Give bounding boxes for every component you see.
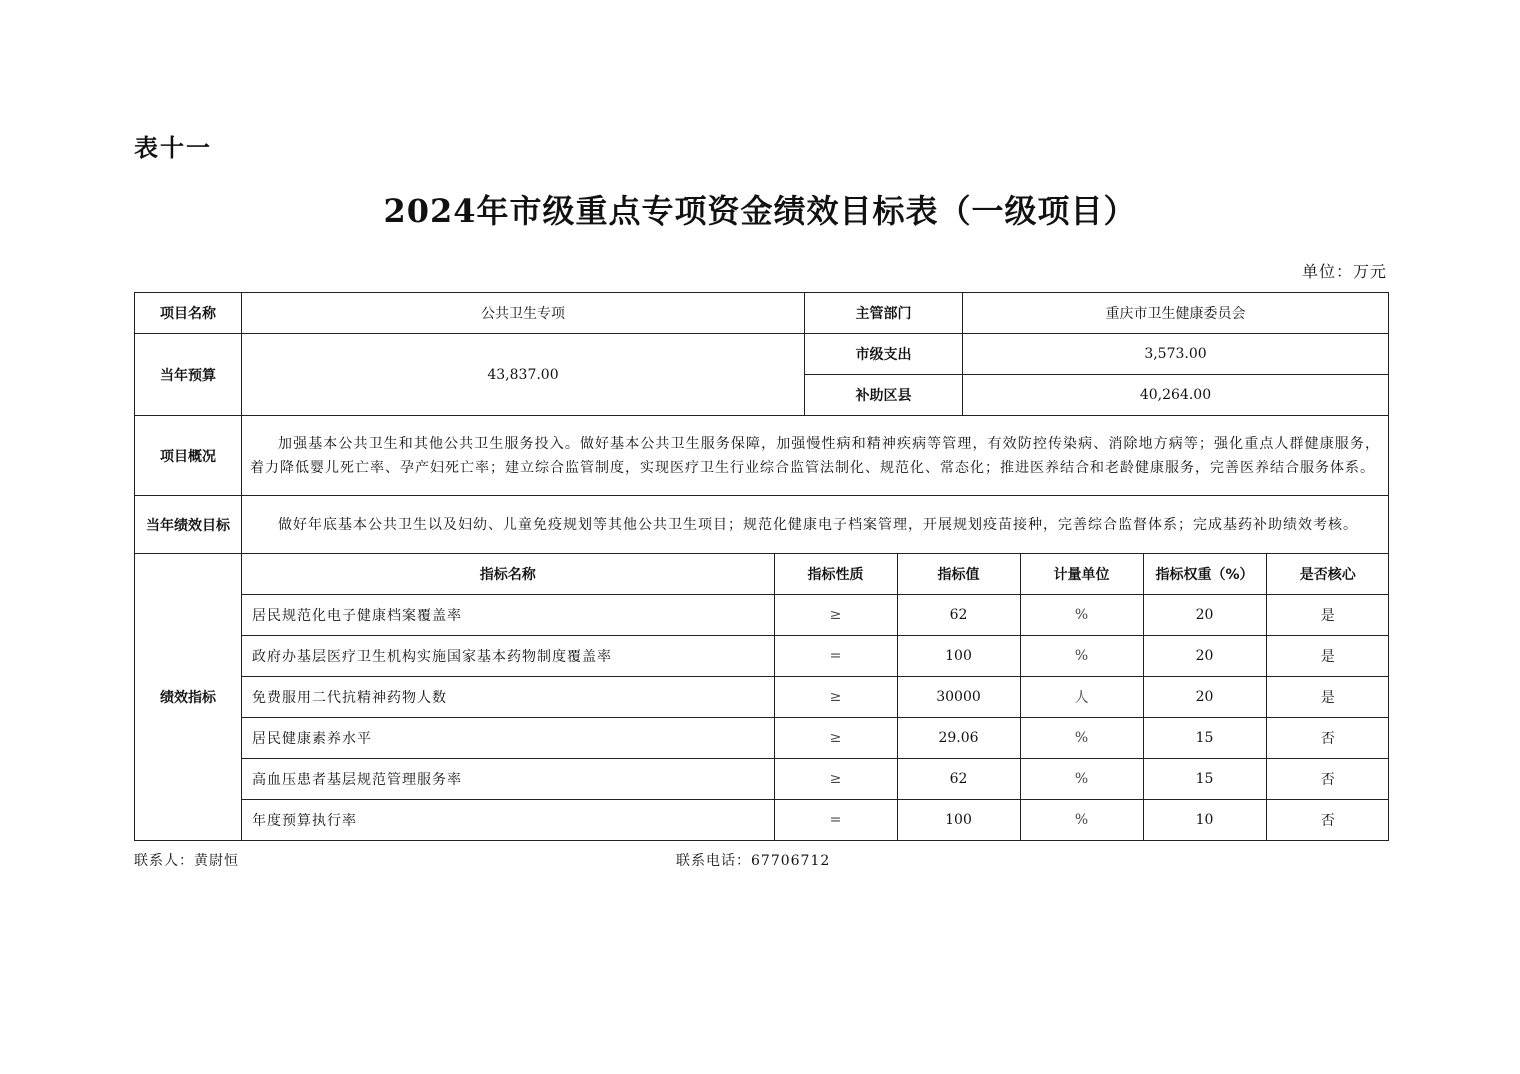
indicator-nature: = xyxy=(774,800,897,841)
header-indicator-name: 指标名称 xyxy=(242,554,774,595)
indicator-core: 否 xyxy=(1266,718,1389,759)
dept-label: 主管部门 xyxy=(805,293,963,334)
indicator-nature: ≥ xyxy=(774,677,897,718)
indicator-value: 100 xyxy=(897,636,1020,677)
city-expense-label: 市级支出 xyxy=(805,334,963,375)
contact-phone: 联系电话：67706712 xyxy=(676,853,831,869)
indicator-unit: % xyxy=(1020,759,1143,800)
budget-value: 43,837.00 xyxy=(242,334,805,416)
project-name-label: 项目名称 xyxy=(135,293,242,334)
indicator-name: 居民规范化电子健康档案覆盖率 xyxy=(242,595,774,636)
indicator-weight: 20 xyxy=(1143,595,1266,636)
indicators-header-row xyxy=(242,554,1389,595)
indicator-core: 是 xyxy=(1266,636,1389,677)
indicators-label: 绩效指标 xyxy=(135,554,242,841)
indicator-value: 100 xyxy=(897,800,1020,841)
indicator-nature: ≥ xyxy=(774,718,897,759)
header-unit: 计量单位 xyxy=(1020,554,1143,595)
header-indicator-value: 指标值 xyxy=(897,554,1020,595)
indicator-core: 是 xyxy=(1266,677,1389,718)
dept-value: 重庆市卫生健康委员会 xyxy=(963,293,1389,334)
header-is-core: 是否核心 xyxy=(1266,554,1389,595)
table-row xyxy=(242,595,1389,636)
indicator-name: 居民健康素养水平 xyxy=(242,718,774,759)
goal-label: 当年绩效目标 xyxy=(135,496,242,554)
indicator-weight: 20 xyxy=(1143,677,1266,718)
indicator-nature: ≥ xyxy=(774,759,897,800)
overview-label: 项目概况 xyxy=(135,416,242,496)
indicator-weight: 10 xyxy=(1143,800,1266,841)
performance-table xyxy=(134,292,1389,841)
indicator-nature: ≥ xyxy=(774,595,897,636)
city-expense-value: 3,573.00 xyxy=(963,334,1389,375)
header-weight: 指标权重（%） xyxy=(1143,554,1266,595)
indicator-unit: % xyxy=(1020,800,1143,841)
indicator-value: 62 xyxy=(897,595,1020,636)
overview-text: 加强基本公共卫生和其他公共卫生服务投入。做好基本公共卫生服务保障，加强慢性病和精神疾病等管理，有效防控传染病、消除地方病等；强化重点人群健康服务，着力降低婴儿死亡率、孕产妇死亡率；建立综合监管制度，实现医疗卫生行业综合监管法制化、规范化、常态化；推进医养结合和老龄健康服务，完善医养结合服务体系。 xyxy=(242,416,1389,496)
table-row xyxy=(242,636,1389,677)
indicator-value: 29.06 xyxy=(897,718,1020,759)
budget-label: 当年预算 xyxy=(135,334,242,416)
project-name-value: 公共卫生专项 xyxy=(242,293,805,334)
indicator-core: 否 xyxy=(1266,759,1389,800)
indicator-unit: % xyxy=(1020,595,1143,636)
table-row xyxy=(242,718,1389,759)
indicator-weight: 15 xyxy=(1143,718,1266,759)
indicator-unit: % xyxy=(1020,718,1143,759)
table-number: 表十一 xyxy=(134,134,212,162)
indicator-core: 否 xyxy=(1266,800,1389,841)
indicator-name: 年度预算执行率 xyxy=(242,800,774,841)
indicator-nature: = xyxy=(774,636,897,677)
indicator-value: 30000 xyxy=(897,677,1020,718)
indicator-weight: 15 xyxy=(1143,759,1266,800)
county-subsidy-label: 补助区县 xyxy=(805,375,963,416)
indicator-name: 免费服用二代抗精神药物人数 xyxy=(242,677,774,718)
page-title: 2024年市级重点专项资金绩效目标表（一级项目） xyxy=(383,192,1137,230)
indicator-unit: 人 xyxy=(1020,677,1143,718)
indicator-core: 是 xyxy=(1266,595,1389,636)
contact-person: 联系人：黄尉恒 xyxy=(134,853,239,869)
header-indicator-nature: 指标性质 xyxy=(774,554,897,595)
table-row xyxy=(242,677,1389,718)
indicator-name: 政府办基层医疗卫生机构实施国家基本药物制度覆盖率 xyxy=(242,636,774,677)
indicator-weight: 20 xyxy=(1143,636,1266,677)
table-row xyxy=(242,800,1389,841)
indicators-table xyxy=(242,554,1389,840)
indicator-value: 62 xyxy=(897,759,1020,800)
indicator-name: 高血压患者基层规范管理服务率 xyxy=(242,759,774,800)
table-row xyxy=(242,759,1389,800)
indicators-container xyxy=(242,554,1389,841)
goal-text: 做好年底基本公共卫生以及妇幼、儿童免疫规划等其他公共卫生项目；规范化健康电子档案管理，开展规划疫苗接种，完善综合监督体系；完成基药补助绩效考核。 xyxy=(242,496,1389,554)
county-subsidy-value: 40,264.00 xyxy=(963,375,1389,416)
unit-note: 单位：万元 xyxy=(1301,262,1387,281)
indicator-unit: % xyxy=(1020,636,1143,677)
